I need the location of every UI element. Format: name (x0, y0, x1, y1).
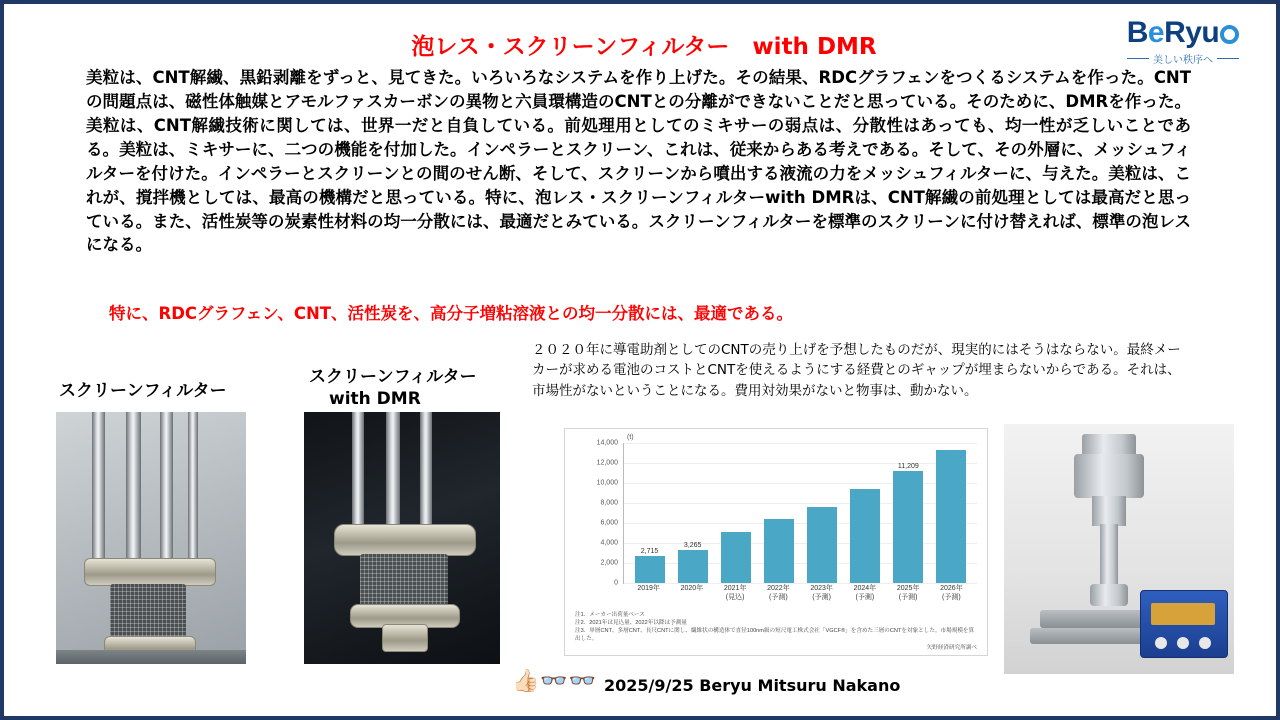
page-title: 泡レス・スクリーンフィルター with DMR (411, 34, 877, 60)
chart-x-axis-labels (623, 585, 977, 603)
caption-line-1: スクリーンフィルター (309, 367, 477, 387)
photo-screen-filter (56, 412, 246, 664)
chart-bar-value: 2,715 (640, 547, 659, 555)
chart-bar (807, 507, 837, 583)
chart-x-label: 2019年 (637, 585, 660, 592)
logo-tagline-text: 美しい秩序へ (1153, 55, 1213, 66)
photo-mixer-machine (1004, 424, 1234, 674)
chart-bar (764, 519, 794, 583)
chart-x-label: 2024年 (予測) (853, 585, 877, 601)
machine-display (1151, 603, 1215, 625)
chart-bar-item (804, 443, 840, 583)
main-body-text: 美粒は、CNT解繊、黒鉛剥離をずっと、見てきた。いろいろなシステムを作り上げた。その結果、RDCグラフェンをつくるシステムを作った。CNTの問題点は、磁性体触媒とアモルファスカーボンの異物と六員環構造のCNTとの分離ができないことだと思っている。そのために、DMRを作った。美粒は、CNT解繊技術に関しては、世界一だと自負している。前処理用としてのミキサーの弱点は、分散性はあっても、均一性が乏しいことである。美粒は、ミキサーに、二つの機能を付加した。インペラーとスクリーン、これは、従来からある考えである。そして、その外層に、メッシュフィルターを付けた。インペラーとスクリーンとの間のせん断、そして、スクリーンから噴出する液流の力をメッシュフィルターに、与えた。美粒は、これが、撹拌機としては、最高の機構だと思っている。特に、泡レス・スクリーンフィルターwith DMRは、CNT解繊の前処理としては最高だと思っている。また、活性炭等の炭素性材料の均一分散には、最適だとみている。スクリーンフィルターを標準のスクリーンに付け替えれば、標準の泡レスになる。 (86, 68, 1191, 255)
chart-x-label: 2023年 (予測) (810, 585, 833, 601)
chart-bar (635, 556, 665, 583)
chart-footnote: 注1．メーカー出荷量ベース (575, 612, 645, 618)
chart-plot-area (596, 439, 977, 587)
logo-letter-e: e (1147, 16, 1165, 49)
chart-bar (936, 450, 966, 583)
chart-footnote: 注3．単層CNT、多層CNT、長尺CNTに関し、繊維状の構造体で直径100nm級の短尺電工株式会社「VGCF®」を含めた三層のCNTを対象とした。市場規模を算出した。 (575, 628, 975, 643)
chart-bar (850, 489, 880, 583)
chart-bars (624, 443, 977, 583)
chart-gridline (624, 583, 977, 584)
chart-x-label: 2022年 (予測) (767, 585, 790, 601)
chart-source: 矢野経済研究所調べ (926, 645, 977, 651)
chart-bar (678, 550, 708, 583)
chart-x-label: 2026年 (予測) (940, 585, 963, 601)
chart-bar-item (718, 443, 754, 583)
chart-x-label: 2020年 (680, 585, 704, 592)
chart-x-label: 2021年 (見込) (723, 585, 747, 601)
chart-y-tick-label: 0 (614, 579, 618, 587)
chart-y-tick-label: 12,000 (596, 459, 618, 467)
chart-bar (721, 532, 751, 583)
cnt-market-chart (564, 428, 988, 656)
chart-bar-item (933, 443, 969, 583)
chart-y-tick-label: 6,000 (600, 519, 618, 527)
chart-bar-value: 3,265 (683, 542, 702, 550)
chart-y-tick-label: 2,000 (600, 559, 618, 567)
chart-y-tick-label: 10,000 (596, 479, 618, 487)
chart-bar-item (675, 443, 711, 583)
chart-bar (893, 471, 923, 583)
chart-commentary: ２０２０年に導電助剤としてのCNTの売り上げを予想したものだが、現実的にはそうはならない。最終メーカーが求める電池のコストとCNTを使えるようにする経費とのギャップが埋まらないからである。それは、市場性がないということになる。費用対効果がないと物事は、動かない。 (532, 342, 1181, 399)
highlight-statement: 特に、RDCグラフェン、CNT、活性炭を、高分子増粘溶液との均一分散には、最適である。 (109, 304, 794, 323)
chart-footnote: 注2．2021年は見込量、2022年以降は予測量 (575, 620, 687, 627)
chart-footnotes (575, 611, 979, 643)
chart-bar-item (847, 443, 883, 583)
chart-y-tick-label: 14,000 (596, 439, 618, 447)
logo-letter-b: B (1126, 16, 1148, 49)
chart-y-tick-label: 8,000 (600, 499, 618, 507)
photo-screen-filter-with-dmr (304, 412, 500, 664)
caption-line-2: with DMR (329, 389, 421, 410)
caption-screen-filter-dmr (309, 366, 509, 410)
chart-bar-item (761, 443, 797, 583)
machine-control-box (1140, 590, 1228, 658)
chart-x-label: 2025年 (予測) (896, 585, 920, 601)
chart-unit-label: (t) (627, 434, 634, 441)
emoji-decoration: 👍🏻👓👓 (512, 668, 598, 693)
chart-bar-value: 11,209 (897, 462, 919, 470)
chart-y-tick-label: 4,000 (600, 539, 618, 547)
chart-bar-item (890, 443, 926, 583)
chart-bar-item (632, 443, 668, 583)
logo-letters-ryu: Ryu (1164, 16, 1220, 49)
footer-credit: 2025/9/25 Beryu Mitsuru Nakano (604, 676, 901, 695)
caption-screen-filter: スクリーンフィルター (59, 381, 227, 401)
